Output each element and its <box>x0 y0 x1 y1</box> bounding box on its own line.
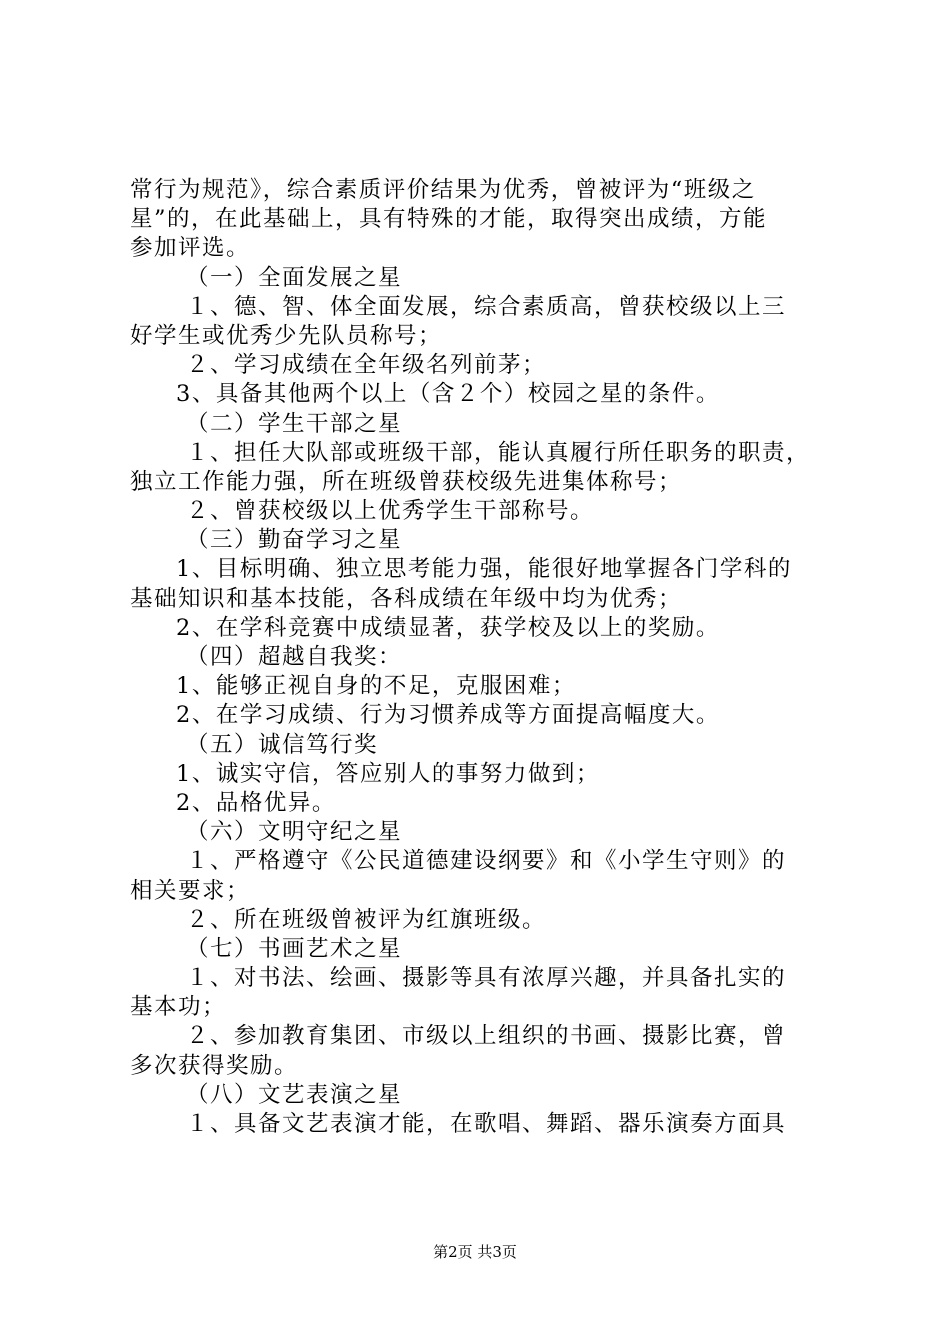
text-line: １、德、智、体全面发展，综合素质高，曾获校级以上三 <box>186 293 787 320</box>
section-heading: （五）诚信笃行奖 <box>186 731 379 758</box>
page-footer <box>0 1242 950 1262</box>
text-line: 1、能够正视自身的不足，克服困难； <box>176 673 576 700</box>
text-line: 相关要求； <box>130 877 251 904</box>
text-line: 基础知识和基本技能，各科成绩在年级中均为优秀； <box>130 585 683 612</box>
text-line: １、严格遵守《公民道德建设纲要》和《小学生守则》的 <box>186 848 787 875</box>
text-line: １、对书法、绘画、摄影等具有浓厚兴趣，并具备扎实的 <box>186 965 787 992</box>
text-line: 常行为规范》，综合素质评价结果为优秀，曾被评为“班级之 <box>130 177 756 203</box>
text-line: ２、学习成绩在全年级名列前茅； <box>186 352 547 379</box>
section-heading: （七）书画艺术之星 <box>186 935 403 962</box>
text-line: 基本功； <box>130 994 227 1021</box>
section-heading: （一）全面发展之星 <box>186 264 403 291</box>
text-line: 星”的，在此基础上，具有特殊的才能，取得突出成绩，方能 <box>130 206 768 233</box>
text-line: 好学生或优秀少先队员称号； <box>130 322 443 349</box>
text-line: 独立工作能力强，所在班级曾获校级先进集体称号； <box>130 468 683 495</box>
page-number-label: 第2页 共3页 <box>433 1243 517 1261</box>
text-line: 参加评选。 <box>130 235 251 262</box>
section-heading: （二）学生干部之星 <box>186 410 403 437</box>
text-line: 1、目标明确、独立思考能力强，能很好地掌握各门学科的 <box>176 556 792 583</box>
text-line: 1、诚实守信，答应别人的事努力做到； <box>176 760 600 787</box>
text-line: １、担任大队部或班级干部，能认真履行所任职务的职责， <box>186 439 811 466</box>
section-heading: （八）文艺表演之星 <box>186 1081 403 1108</box>
text-line: ２、参加教育集团、市级以上组织的书画、摄影比赛，曾 <box>186 1023 787 1050</box>
section-heading: （六）文明守纪之星 <box>186 819 403 846</box>
text-line: 3、具备其他两个以上（含２个）校园之星的条件。 <box>176 381 720 408</box>
text-line: ２、曾获校级以上优秀学生干部称号。 <box>186 498 595 525</box>
text-line: 2、在学科竞赛中成绩显著，获学校及以上的奖励。 <box>176 614 720 641</box>
text-line: 2、品格优异。 <box>176 789 336 816</box>
section-heading: （三）勤奋学习之星 <box>186 527 403 554</box>
text-line: 多次获得奖励。 <box>130 1052 299 1079</box>
text-line: ２、所在班级曾被评为红旗班级。 <box>186 906 547 933</box>
document-body <box>130 176 834 1139</box>
text-line: １、具备文艺表演才能，在歌唱、舞蹈、器乐演奏方面具 <box>186 1111 787 1137</box>
text-line: 2、在学习成绩、行为习惯养成等方面提高幅度大。 <box>176 702 720 729</box>
section-heading: （四）超越自我奖： <box>186 644 403 670</box>
